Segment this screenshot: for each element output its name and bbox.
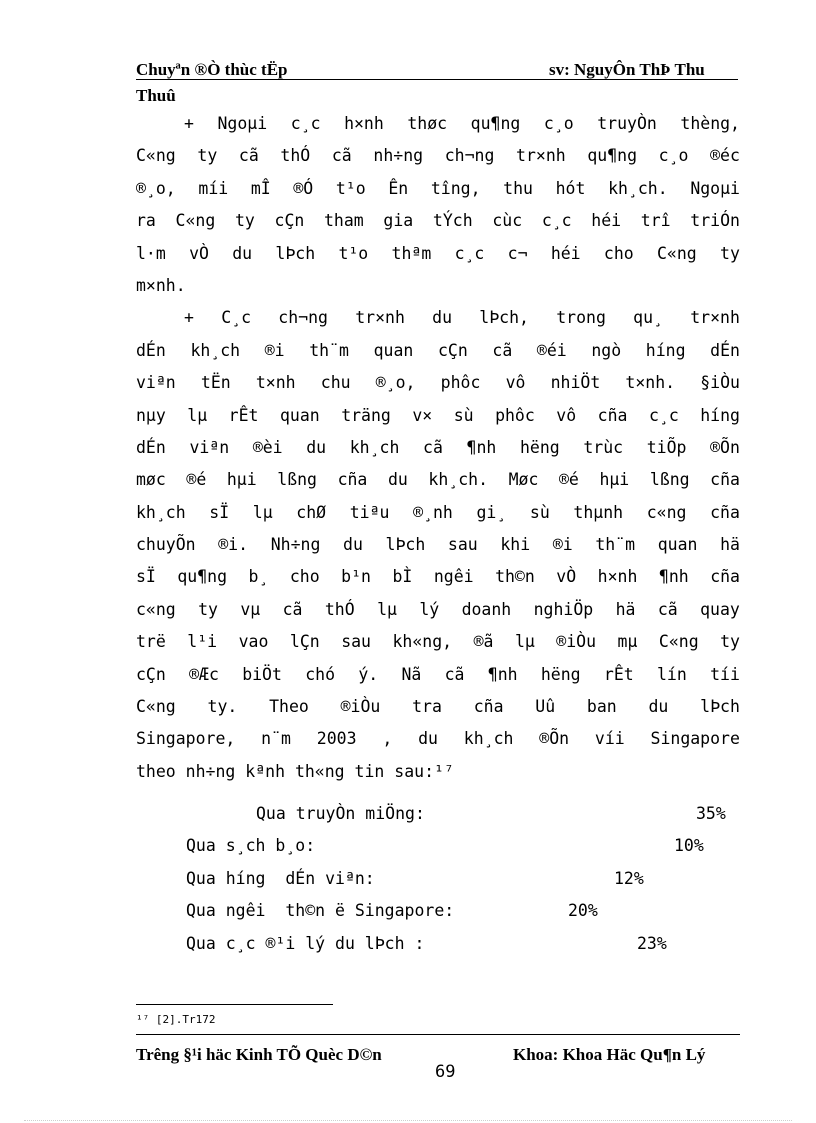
word: ®i [264, 340, 285, 360]
word: ®éi [536, 340, 567, 360]
word: tra [412, 697, 442, 717]
word: nµy [136, 405, 166, 425]
text-line: m×nh. [136, 275, 186, 295]
text-line [136, 497, 740, 529]
word: tr×nh [355, 308, 405, 328]
word: C«ng [175, 211, 216, 231]
word: phôc [440, 373, 481, 393]
word: cho [289, 567, 320, 587]
word: ch¬ng [444, 146, 495, 166]
header-rule [136, 79, 738, 80]
list-item-label: Qua truyÒn miÖng: [256, 804, 425, 823]
word: híng [700, 405, 740, 425]
word: ¶nh [658, 567, 689, 587]
list-item-value: 35% [696, 804, 726, 823]
word: tiÕp [646, 437, 687, 457]
word: míi [198, 178, 229, 198]
word: chu [320, 373, 351, 393]
word: gia [383, 211, 414, 231]
header-student: sv: NguyÔn ThÞ Thu [549, 60, 705, 79]
word: ®Æc [189, 664, 219, 684]
word: phôc [495, 405, 535, 425]
word: ®Õn [539, 729, 570, 749]
word: ®é [186, 470, 207, 490]
word: cã [444, 664, 465, 684]
word: Uû [535, 697, 556, 717]
word: thøc [407, 114, 448, 133]
word: tÝch [432, 211, 473, 231]
word: kh¸ch [136, 502, 186, 522]
footnote-rule [136, 1004, 333, 1005]
word: cùc [492, 211, 523, 231]
word: Nh÷ng [270, 535, 321, 555]
word: cã [238, 146, 259, 166]
word: vµ [240, 599, 261, 619]
word: b¹n [341, 567, 371, 587]
word: c«ng [646, 502, 687, 522]
word: sù [453, 405, 474, 425]
word: Singapore [650, 729, 740, 749]
word: cña [337, 470, 368, 490]
word: nhiÖt [550, 373, 601, 393]
word: ty. [207, 697, 238, 717]
word: chØ [296, 502, 327, 522]
word: kh¸ch [190, 340, 241, 360]
text-line [136, 561, 740, 593]
word: cña [710, 470, 740, 490]
word: ®Ó [293, 178, 314, 198]
word: t¹o [335, 178, 366, 198]
word: c¸c [541, 211, 572, 231]
word: híng [645, 340, 686, 360]
list-item [136, 863, 740, 895]
word: vô [505, 373, 526, 393]
word: chó [305, 664, 336, 684]
word: trong [556, 308, 606, 328]
text-line [136, 432, 740, 464]
word: sau [447, 535, 478, 555]
footnote: ¹⁷ [2].Tr172 [136, 1013, 216, 1026]
word: viªn [189, 437, 230, 457]
word: hµi [226, 470, 257, 490]
word: Møc [508, 470, 539, 490]
word: C«ng [658, 632, 699, 652]
word: ty [234, 211, 255, 231]
word: vô [556, 405, 577, 425]
word: chuyÕn [136, 535, 196, 555]
word: Singapore, [136, 729, 236, 749]
word: rÊt [228, 405, 259, 425]
word: du [432, 308, 453, 328]
list-item [136, 798, 740, 830]
word: ®èi [252, 437, 283, 457]
word: tiªu [349, 502, 390, 522]
word: c¸o [658, 146, 689, 166]
word: hä [615, 599, 636, 619]
word: hä [720, 535, 740, 555]
page-number: 69 [435, 1062, 456, 1082]
word: rÊt [603, 664, 634, 684]
word: tîng, [430, 178, 481, 198]
word: ¶nh [466, 437, 497, 457]
word: ®éc [710, 146, 740, 166]
word: Nã [401, 664, 422, 684]
word: dÉn [136, 437, 166, 457]
list-item [136, 895, 740, 927]
word: sù [529, 502, 550, 522]
text-line [136, 529, 740, 561]
word: du [232, 243, 253, 263]
word: lÞch, [479, 308, 529, 328]
word: trùc [583, 437, 624, 457]
word: C¸c [221, 308, 252, 328]
word: hëng [519, 437, 560, 457]
word: ®é [558, 470, 579, 490]
word: h×nh [597, 567, 638, 587]
word: ch¬ng [278, 308, 328, 328]
list-item [136, 928, 740, 960]
word: ban [586, 697, 617, 717]
list-item [136, 830, 740, 862]
word: ®iÒu [340, 697, 381, 717]
word: ®i [552, 535, 573, 555]
footer-university: Trêng §¹i häc Kinh TÕ Quèc D©n [136, 1045, 382, 1064]
word: lßng [277, 470, 317, 490]
text-line [136, 173, 740, 205]
word: héi [550, 243, 581, 263]
word: lín [657, 664, 687, 684]
word: qu¶ng [177, 567, 228, 587]
text-line [136, 594, 740, 626]
word: bÌ [392, 567, 413, 587]
word: thu [503, 178, 533, 198]
word: gi¸ [476, 502, 507, 522]
word: sÏ [209, 502, 230, 522]
word: ®iÒu [556, 632, 597, 652]
word: lÞch [385, 535, 426, 555]
list-item-value: 20% [568, 901, 598, 921]
word: kh¸ch [463, 729, 514, 749]
word: n¨m [261, 729, 291, 749]
word: v× [412, 405, 433, 425]
text-line [136, 659, 740, 691]
word: ®ã [473, 632, 494, 652]
word: nghiÖp [533, 599, 594, 619]
header-title: Chuyªn ®Ò thùc tËp [136, 60, 288, 79]
word: cÇn [136, 664, 166, 684]
word: Ngoµi [690, 178, 740, 198]
word: kh¸ch [349, 437, 400, 457]
text-line [136, 335, 740, 367]
word: du [306, 437, 327, 457]
word: truyÒn [597, 114, 657, 133]
word: cÇn [274, 211, 305, 231]
word: viªn [136, 373, 176, 393]
word: C«ng [136, 146, 176, 166]
word: c¸c [290, 114, 321, 133]
word: ý. [358, 664, 379, 684]
word: ra [136, 211, 156, 231]
word: kh¸ch. [608, 178, 668, 198]
word: ty [720, 243, 740, 263]
word: tíi [710, 664, 740, 684]
word: ®¸o, [375, 373, 416, 393]
word: th¨m [595, 535, 636, 555]
word: lµ [514, 632, 535, 652]
word: qu¶ng [587, 146, 637, 166]
word: l·m [136, 243, 166, 263]
word: khi [500, 535, 531, 555]
word: biÖt [242, 664, 282, 684]
word: c¸c [454, 243, 485, 263]
word: ®i. [218, 535, 249, 555]
word: quan [373, 340, 414, 360]
word: lÞch [700, 697, 740, 717]
word: Ên [388, 178, 409, 198]
word: trë [136, 632, 166, 652]
word: Theo [269, 697, 309, 717]
word: tËn [200, 373, 231, 393]
word: cña [710, 567, 740, 587]
word: §iÒu [700, 373, 740, 393]
header-student-continuation: Thuû [136, 86, 176, 105]
word: cho [603, 243, 634, 263]
text-line [136, 367, 740, 399]
word: mµ [617, 632, 638, 652]
word: quan [657, 535, 698, 555]
word: c¬ [507, 243, 528, 263]
channel-list [136, 798, 740, 960]
text-line [136, 302, 740, 334]
word: du [387, 470, 408, 490]
word: C«ng [136, 697, 176, 717]
word: t¹o [338, 243, 369, 263]
word: héi [591, 211, 622, 231]
word: vÒ [189, 243, 209, 263]
text-line [136, 108, 740, 140]
word: du [343, 535, 363, 555]
word: lµ [252, 502, 273, 522]
word: b¸ [248, 567, 269, 587]
word: Ngoµi [217, 114, 268, 133]
footer-faculty: Khoa: Khoa Häc Qu¶n Lý [513, 1045, 706, 1064]
word: trî [640, 211, 671, 231]
text-line [136, 691, 740, 723]
word: cã [282, 599, 303, 619]
word: thªm [391, 243, 432, 263]
word: cã [331, 146, 352, 166]
text-line [136, 723, 740, 755]
word: thèng, [680, 114, 740, 133]
list-item-label: Qua c¸c ®¹i lý du lÞch : [186, 933, 425, 953]
body-text [136, 108, 740, 788]
word: t×nh [255, 373, 296, 393]
word: ¶nh [487, 664, 518, 684]
text-line [136, 464, 740, 496]
word: dÉn [136, 340, 166, 360]
word: dÉn [710, 340, 740, 360]
word: + [184, 114, 194, 133]
word: tr×nh [516, 146, 566, 166]
word: th¨m [309, 340, 349, 360]
word: vao [238, 632, 269, 652]
word: du [418, 729, 438, 749]
text-line [136, 140, 740, 172]
word: quay [700, 599, 740, 619]
list-item-label: Qua ngêi th©n ë Singapore: [186, 901, 455, 921]
word: thÓ [280, 146, 311, 166]
word: møc [136, 470, 166, 490]
word: triÓn [690, 211, 740, 231]
word: qu¸ [633, 308, 663, 328]
word: cña [597, 405, 628, 425]
word: ty [720, 632, 740, 652]
word: cña [710, 502, 740, 522]
footer-rule [136, 1034, 740, 1035]
word: lµ [377, 599, 397, 619]
word: cÇn [437, 340, 468, 360]
word: t×nh. [625, 373, 676, 393]
word: du [648, 697, 669, 717]
word: 2003 [316, 729, 357, 749]
list-item-label: Qua s¸ch b¸o: [186, 836, 316, 856]
word: tham [324, 211, 364, 231]
word: vÒ [556, 567, 577, 587]
text-line [136, 238, 740, 270]
word: qu¶ng [470, 114, 521, 133]
word: cã [492, 340, 513, 360]
word: cña [473, 697, 504, 717]
word: sau [341, 632, 371, 652]
text-line [136, 400, 740, 432]
word: c¸c [648, 405, 679, 425]
word: th©n [495, 567, 535, 587]
word: , [382, 729, 393, 749]
word: C«ng [657, 243, 697, 263]
word: lÇn [289, 632, 320, 652]
text-line [136, 205, 740, 237]
word: hót [555, 178, 586, 198]
word: nh÷ng [373, 146, 424, 166]
word: träng [341, 405, 391, 425]
word: ty [198, 599, 218, 619]
word: sÏ [136, 567, 156, 587]
word: cã [657, 599, 678, 619]
list-item-label: Qua híng dÉn viªn: [186, 868, 375, 888]
word: lÞch [275, 243, 316, 263]
word: ®¸nh [413, 502, 453, 522]
word: l¹i [187, 632, 218, 652]
word: h×nh [344, 114, 384, 133]
word: + [184, 308, 194, 328]
word: cã [423, 437, 443, 457]
word: c¸o [543, 114, 574, 133]
word: víi [594, 729, 625, 749]
word: quan [279, 405, 320, 425]
word: thÓ [324, 599, 355, 619]
text-line [136, 626, 740, 658]
word: tr×nh [690, 308, 740, 328]
word: lý [419, 599, 440, 619]
page-edge-divider [24, 1120, 792, 1121]
word: hµi [599, 470, 630, 490]
word: thµnh [573, 502, 624, 522]
list-item-value: 12% [614, 868, 644, 888]
word: ty [197, 146, 218, 166]
list-item-value: 10% [674, 836, 704, 856]
word: ngêi [433, 567, 474, 587]
word: lµ [187, 405, 208, 425]
word: c«ng [136, 599, 176, 619]
word: kh«ng, [392, 632, 453, 652]
word: ®¸o, [136, 178, 176, 198]
word: hëng [540, 664, 581, 684]
word: doanh [461, 599, 512, 619]
list-item-value: 23% [637, 933, 667, 953]
word: kh¸ch. [428, 470, 489, 490]
text-line: theo nh÷ng kªnh th«ng tin sau:¹⁷ [136, 761, 454, 781]
word: lßng [649, 470, 690, 490]
word: ngò [591, 340, 622, 360]
word: mÎ [250, 178, 271, 198]
word: ®Õn [710, 437, 740, 457]
